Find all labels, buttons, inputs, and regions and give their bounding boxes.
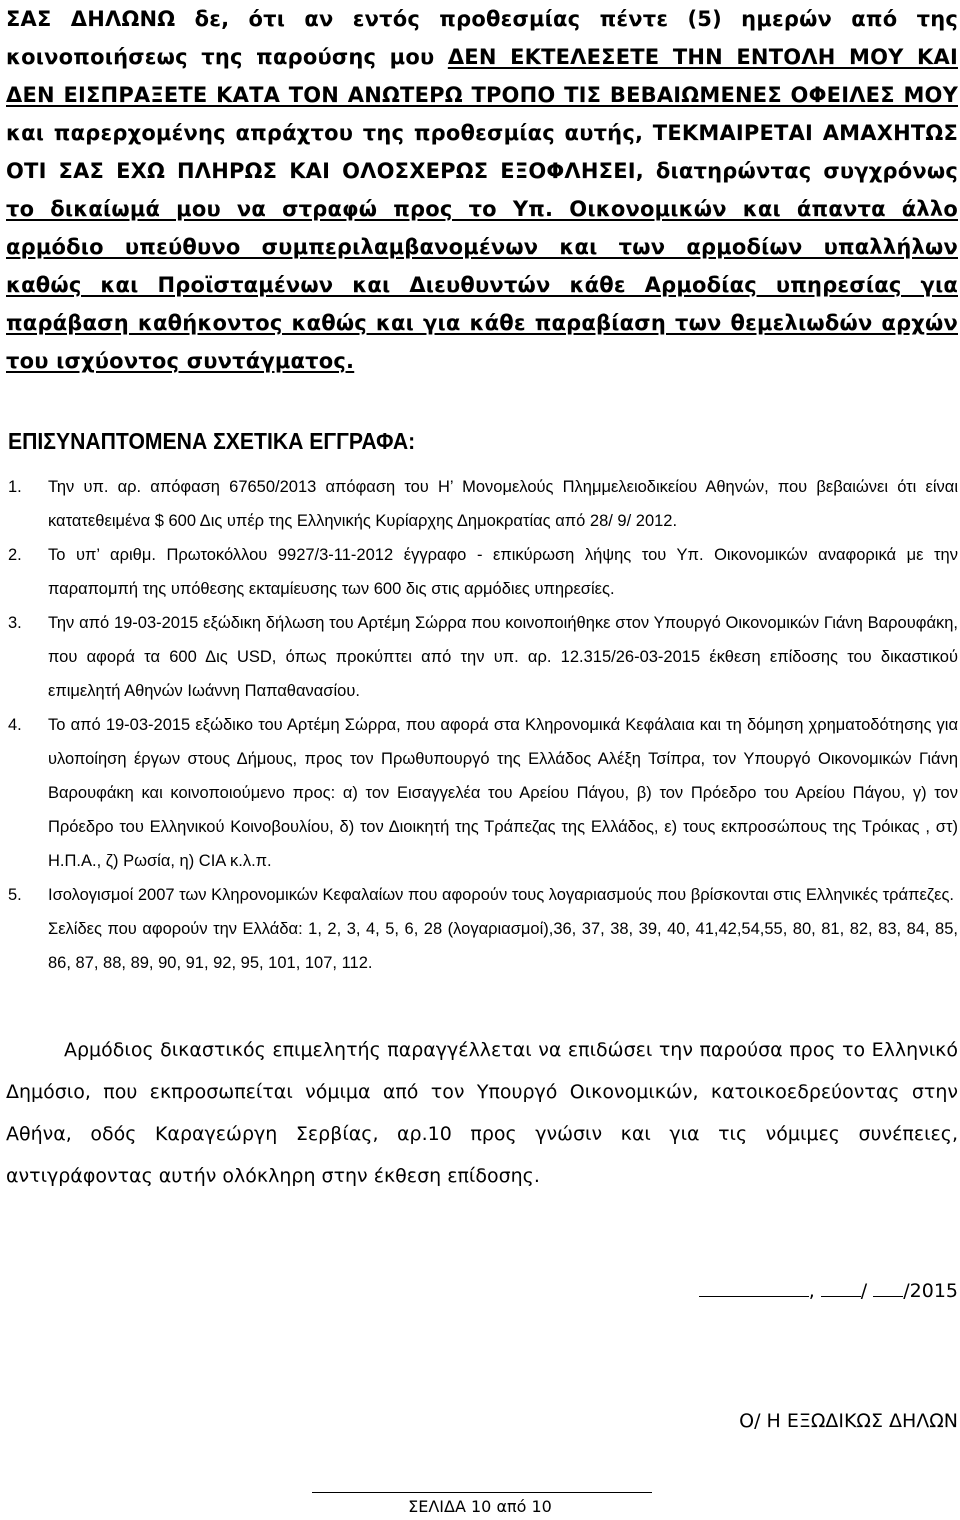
attachment-item bbox=[8, 470, 958, 538]
attachment-item bbox=[8, 708, 958, 878]
attachment-pages-note: Σελίδες που αφορούν την Ελλάδα: 1, 2, 3, 4, 5, 6, 28 (λογαριασμοί),36, 37, 38, 39, 40, 41,42,54,55, 80, 81, 82, 83, 84, 85, 86, 87, 88, 89, 90, 91, 92, 95, 101, 107, 112. bbox=[48, 920, 958, 972]
closing-paragraph: Αρμόδιος δικαστικός επιμελητής παραγγέλλεται να επιδώσει την παρούσα προς το Ελληνικό Δημόσιο, που εκπροσωπείται νόμιμα από τον Υπουργό Οικονομικών, κατοικοεδρεύοντας στην Αθήνα, οδός Καραγεώργη Σερβίας, αρ.10 προς γνώσιν και για τις νόμιμες συνέπειες, αντιγράφοντας αυτήν ολόκληρη στην έκθεση επίδοσης. bbox=[6, 1039, 958, 1187]
attachment-text: Την υπ. αρ. απόφαση 67650/2013 απόφαση του Η’ Μονομελούς Πλημμελειοδικείου Αθηνών, που βεβαιώνει ότι είναι κατατεθειμένα $ 600 Δις υπέρ της Ελληνικής Κυρίαρχης Δημοκρατίας από 28/ 9/ 2012. bbox=[48, 478, 958, 530]
date-line bbox=[699, 1280, 958, 1302]
attachment-item bbox=[8, 538, 958, 606]
attachment-number: 1. bbox=[8, 478, 22, 496]
declaration-paragraph bbox=[6, 0, 958, 380]
declaration-text-part3: και παρερχομένης απράχτου της προθεσμίας αυτής, ΤΕΚΜΑΙΡΕΤΑΙ ΑΜΑΧΗΤΩΣ ΟΤΙ ΣΑΣ ΕΧΩ ΠΛΗΡΩΣ ΚΑΙ ΟΛΟΣΧΕΡΩΣ ΕΞΟΦΛΗΣΕΙ, διατηρώντας συγχρόνως bbox=[6, 121, 958, 183]
attachment-item bbox=[8, 878, 958, 980]
attachment-number: 4. bbox=[8, 716, 22, 734]
declaration-text-part1: ΣΑΣ ΔΗΛΩΝΩ δε, ότι αν εντός προθεσμίας πέντε (5) ημερών από της κοινοποιήσεως της παρούσης μου bbox=[6, 7, 958, 69]
attachment-item bbox=[8, 606, 958, 708]
declaration-underlined-warning: ΔΕΝ ΕΚΤΕΛΕΣΕΤΕ ΤΗΝ ΕΝΤΟΛΗ ΜΟΥ ΚΑΙ ΔΕΝ ΕΙΣΠΡΑΞΕΤΕ ΚΑΤΑ ΤΟΝ ΑΝΩΤΕΡΩ ΤΡΟΠΟ ΤΙΣ ΒΕΒΑΙΩΜΕΝΕΣ ΟΦΕΙΛΕΣ ΜΟΥ bbox=[6, 45, 958, 107]
attachment-text: Το από 19-03-2015 εξώδικο του Αρτέμη Σώρρα, που αφορά στα Κληρονομικά Κεφάλαια και τη δόμηση χρηματοδότησης για υλοποίηση έργων στους Δήμους, προς τον Πρωθυπουργό της Ελλάδος Αλέξη Τσίπρα, τον Υπουργό Οικονομικών Γιάνη Βαρουφάκη και κοινοποιούμενο προς: α) τον Εισαγγελέα του Αρείου Πάγου, β) τον Πρόεδρο του Αρείου Πάγου, γ) τον Πρόεδρο του Ελληνικού Κοινοβουλίου, δ) τον Διοικητή της Τράπεζας της Ελλάδος, ε) τους εκπροσώπους της Τρόικας , στ) Η.Π.Α., ζ) Ρωσία, η) CIA κ.λ.π. bbox=[48, 716, 958, 870]
signature-label: Ο/ Η ΕΞΩΔΙΚΩΣ ΔΗΛΩΝ bbox=[739, 1410, 958, 1432]
attachment-text: Το υπ’ αριθμ. Πρωτοκόλλου 9927/3-11-2012 έγγραφο - επικύρωση λήψης του Υπ. Οικονομικών αναφορικά με την παραπομπή της υπόθεσης εκταμίευσης των 600 δις στις αρμόδιες υπηρεσίες. bbox=[48, 546, 958, 598]
attachments-heading: ΕΠΙΣΥΝΑΠΤΟΜΕΝΑ ΣΧΕΤΙΚΑ ΕΓΓΡΑΦΑ: bbox=[8, 428, 416, 454]
date-separator-comma: , bbox=[808, 1280, 815, 1302]
date-year: /2015 bbox=[903, 1280, 958, 1302]
date-day-blank[interactable] bbox=[699, 1280, 809, 1297]
attachments-list bbox=[8, 470, 958, 980]
declaration-underlined-rights: το δικαίωμά μου να στραφώ προς το Υπ. Οικονομικών και άπαντα άλλο αρμόδιο υπεύθυνο συμπεριλαμβανομένων και των αρμοδίων υπαλλήλων καθώς και Προϊσταμένων και Διευθυντών κάθε Αρμοδίας υπηρεσίας για παράβαση καθήκοντος καθώς και για κάθε παραβίαση των θεμελιωδών αρχών του ισχύοντος συντάγματος. bbox=[6, 197, 958, 373]
date-separator-slash: / bbox=[860, 1280, 868, 1302]
attachment-text: Την από 19-03-2015 εξώδικη δήλωση του Αρτέμη Σώρρα που κοινοποιήθηκε στον Υπουργό Οικονομικών Γιάνη Βαρουφάκη, που αφορά τα 600 Δις USD, όπως προκύπτει από την υπ. αρ. 12.315/26-03-2015 έκθεση επίδοσης του δικαστικού επιμελητή Αθηνών Ιωάννη Παπαθανασίου. bbox=[48, 614, 958, 700]
attachment-number: 3. bbox=[8, 614, 22, 632]
date-month-blank[interactable] bbox=[821, 1280, 861, 1297]
footer-divider bbox=[312, 1492, 652, 1493]
attachment-text: Ισολογισμοί 2007 των Κληρονομικών Κεφαλαίων που αφορούν τους λογαριασμούς που βρίσκονται στις Ελληνικές τράπεζες. bbox=[48, 886, 954, 904]
date-year-blank[interactable] bbox=[873, 1280, 903, 1297]
attachment-number: 2. bbox=[8, 546, 22, 564]
attachment-number: 5. bbox=[8, 886, 22, 904]
page-number-footer: ΣΕΛΙΔΑ 10 από 10 bbox=[408, 1497, 552, 1516]
